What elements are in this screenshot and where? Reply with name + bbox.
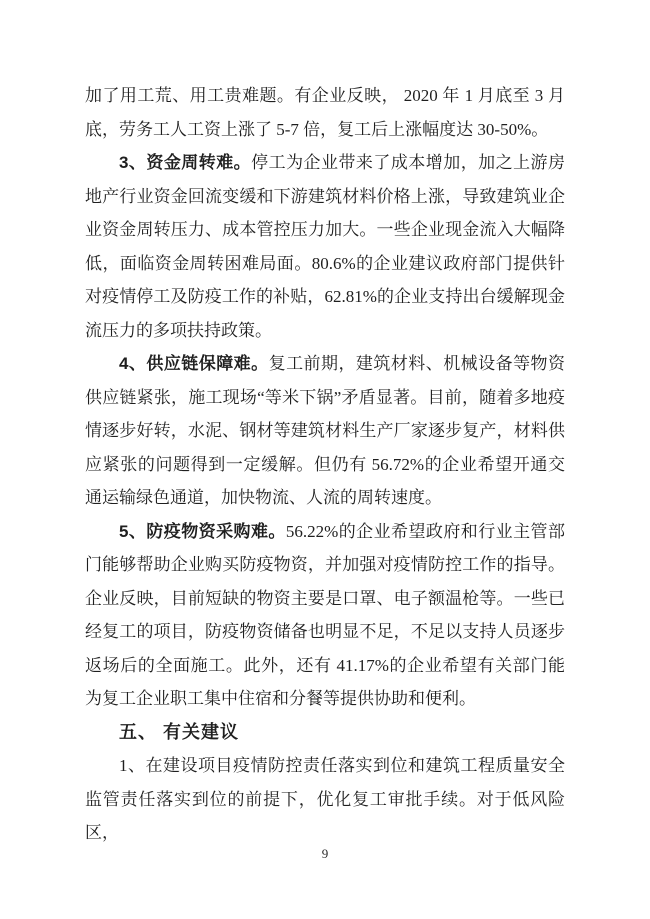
body-text: 56.22%的企业希望政府和行业主管部门能够帮助企业购买防疫物资，并加强对疫情防控工作的指导。企业反映，目前短缺的物资主要是口罩、电子额温枪等。一些已经复工的项目，防疫物资储备也明显不足，不足以支持人员逐步返场后的全面施工。此外，还有 41.17%的企业希望有关部门能为复工企业职工集中住宿和分餐等提供协助和便利。 — [85, 521, 565, 708]
document-body — [85, 79, 565, 850]
bold-lead-text: 5、防疫物资采购难。 — [119, 521, 286, 541]
bold-lead-text: 五、 有关建议 — [119, 721, 240, 742]
paragraph — [85, 79, 565, 146]
paragraph — [85, 515, 565, 716]
section-heading — [85, 716, 565, 750]
body-text: 加了用工荒、用工贵难题。有企业反映， 2020 年 1 月底至 3 月底，劳务工人工资上涨了 5-7 倍，复工后上涨幅度达 30-50%。 — [85, 86, 565, 139]
bold-lead-text: 4、供应链保障难。 — [119, 354, 269, 373]
body-text: 停工为企业带来了成本增加，加之上游房地产行业资金回流变缓和下游建筑材料价格上涨，导致建筑业企业资金周转压力、成本管控压力加大。一些企业现金流入大幅降低，面临资金周转困难局面。80.6%的企业建议政府部门提供针对疫情停工及防疫工作的补贴，62.81%的企业支持出台缓解现金流压力的多项扶持政策。 — [85, 153, 565, 340]
paragraph — [85, 347, 565, 515]
page-number: 9 — [321, 846, 329, 861]
paragraph — [85, 749, 565, 850]
bold-lead-text: 3、资金周转难。 — [119, 153, 252, 172]
body-text: 1、在建设项目疫情防控责任落实到位和建筑工程质量安全监管责任落实到位的前提下，优化复工审批手续。对于低风险区， — [85, 756, 565, 842]
paragraph — [85, 146, 565, 347]
body-text: 复工前期，建筑材料、机械设备等物资供应链紧张，施工现场“等米下锅”矛盾显著。目前，随着多地疫情逐步好转，水泥、钢材等建筑材料生产厂家逐步复产，材料供应紧张的问题得到一定缓解。但仍有 56.72%的企业希望开通交通运输绿色通道，加快物流、人流的周转速度。 — [85, 354, 565, 507]
